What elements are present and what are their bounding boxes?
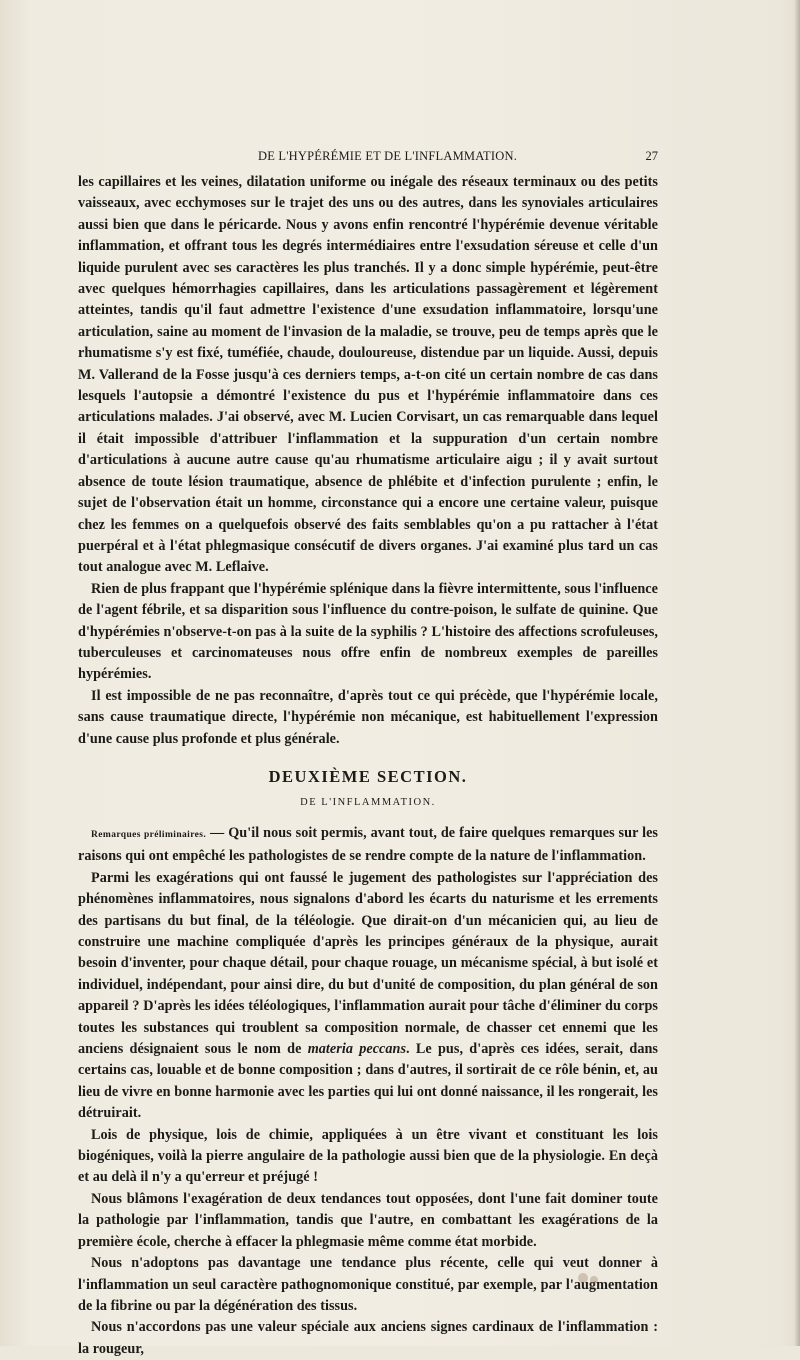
paper-stain — [590, 1276, 598, 1284]
page-number: 27 — [645, 149, 658, 163]
paragraph-blamons: Nous blâmons l'exagération de deux tendances tout opposées, dont l'une fait dominer toute la pathologie par l'inflammation, tandis que l'autre, en combattant les exagérations de la première école, cherche à effacer la phlegmasie même comme état morbide. — [78, 1190, 658, 1250]
paragraph-accordons: Nous n'accordons pas une valeur spéciale aux anciens signes cardinaux de l'inflammation : la rougeur, — [78, 1319, 658, 1357]
running-head: DE L'HYPÉRÉMIE ET DE L'INFLAMMATION. — [258, 149, 518, 163]
paragraph-capillaires: les capillaires et les veines, dilatation uniforme ou inégale des réseaux terminaux ou des petits vaisseaux, avec ecchymoses sur le trajet des uns ou des autres, dans les synoviales articulaires aussi bien que dans le péricarde. Nous y avons enfin rencontré l'hypérémie devenue véritable inflammation, et offrant tous les degrés intermédiaires entre l'exsudation séreuse et celle d'un liquide purulent avec ses caractères les plus tranchés. Il y a donc simple hypérémie, peut-être avec quelques hémorrhagies capillaires, dans les articulations passagèrement et légèrement atteintes, tandis qu'il faut admettre l'existence d'une exsudation inflammatoire, lorsqu'une articulation, saine au moment de l'invasion de la maladie, se trouve, peu de temps après que le rhumatisme s'y est fixé, tuméfiée, chaude, douloureuse, distendue par un liquide. Aussi, depuis M. Vallerand de la Fosse jusqu'à ces derniers temps, a-t-on cité un certain nombre de cas dans lesquels l'autopsie a démontré l'existence du pus et l'hypérémie inflammatoire dans ces articulations malades. J'ai observé, avec M. Lucien Corvisart, un cas remarquable dans lequel il était impossible d'attribuer l'inflammation et la suppuration d'un certain nombre d'articulations à aucune autre cause qu'au rhumatisme articulaire aigu ; il y avait surtout absence de toute lésion traumatique, absence de phlébite et d'infection purulente ; enfin, le sujet de l'observation était un homme, circonstance qui a encore une certaine valeur, puisque chez les femmes on a quelquefois observé des faits semblables qu'on a pu rattacher à l'état puerpéral et à l'état phlegmasique consécutif de divers organes. J'ai examiné plus tard un cas tout analogue avec M. Leflaive. — [78, 174, 658, 576]
paragraph-lois: Lois de physique, lois de chimie, appliquées à un être vivant et constituant les lois biogéniques, voilà la pierre angulaire de la pathologie aussi bien que de la physiologie. En deçà et au delà il n'y a qu'erreur et préjugé ! — [78, 1126, 658, 1186]
page-header — [78, 149, 658, 167]
parmi-after: . Le pus, d'après ces idées, serait, dans certains cas, louable et de bonne composition ; dans d'autres, il sortirait de ce rôle bénin, et, au lieu de vivre en bonne harmonie avec les parties qui lui ont donné naissance, il les rongerait, les détruirait. — [78, 1041, 658, 1122]
section-subtitle: DE L'INFLAMMATION. — [300, 796, 436, 808]
page-edge-shadow — [794, 0, 800, 1346]
paragraph-impossible: Il est impossible de ne pas reconnaître, d'après tout ce qui précède, que l'hypérémie locale, sans cause traumatique directe, l'hypérémie non mécanique, est habituellement l'expression d'une cause plus profonde et plus générale. — [78, 687, 658, 747]
paragraph-remarques — [78, 823, 658, 868]
body-text — [78, 172, 658, 1360]
paragraph-parmi — [78, 868, 658, 1125]
section-title: DEUXIÈME SECTION. — [268, 766, 468, 786]
remark-text: — Qu'il nous soit permis, avant tout, de faire quelques remarques sur les raisons qui ont empêché les pathologistes de se rendre compte de la nature de l'inflammation. — [78, 824, 658, 865]
paragraph-adoptons: Nous n'adoptons pas davantage une tendance plus récente, celle qui veut donner à l'inflammation un seul caractère pathognomonique constitué, par exemple, par l'augmentation de la fibrine ou par la dégénération des tissus. — [78, 1255, 658, 1314]
materia-peccans: materia peccans — [307, 1041, 407, 1058]
paper-stain — [578, 1273, 588, 1283]
parmi-before: Parmi les exagérations qui ont faussé le jugement des pathologistes sur l'appréciation des phénomènes inflammatoires, nous signalons d'abord les écarts du naturisme et les errements des partisans du but final, de la téléologie. Que dirait-on d'un mécanicien qui, au lieu de construire une machine compliquée d'après les principes généraux de la physique, aurait besoin d'inventer, pour chaque détail, pour chaque rouage, un mécanisme spécial, à but isolé et individuel, indépendant, pour ainsi dire, du but d'unité de composition, du plan général de son appareil ? D'après les idées téléologiques, l'inflammation aurait pour tâche d'éliminer du corps toutes les substances qui troublent sa composition normale, de chasser cet ennemi que les anciens désignaient sous le nom de — [78, 869, 658, 1058]
paragraph-rien: Rien de plus frappant que l'hypérémie splénique dans la fièvre intermittente, sous l'influence de l'agent fébrile, et sa disparition sous l'influence du contre-poison, le sulfate de quinine. Que d'hypérémies n'observe-t-on pas à la suite de la syphilis ? L'histoire des affections scrofuleuses, tuberculeuses et carcinomateuses nous offre enfin de nombreux exemples de pareilles hypérémies. — [78, 580, 658, 683]
remark-heading: Remarques préliminaires. — [91, 829, 207, 840]
